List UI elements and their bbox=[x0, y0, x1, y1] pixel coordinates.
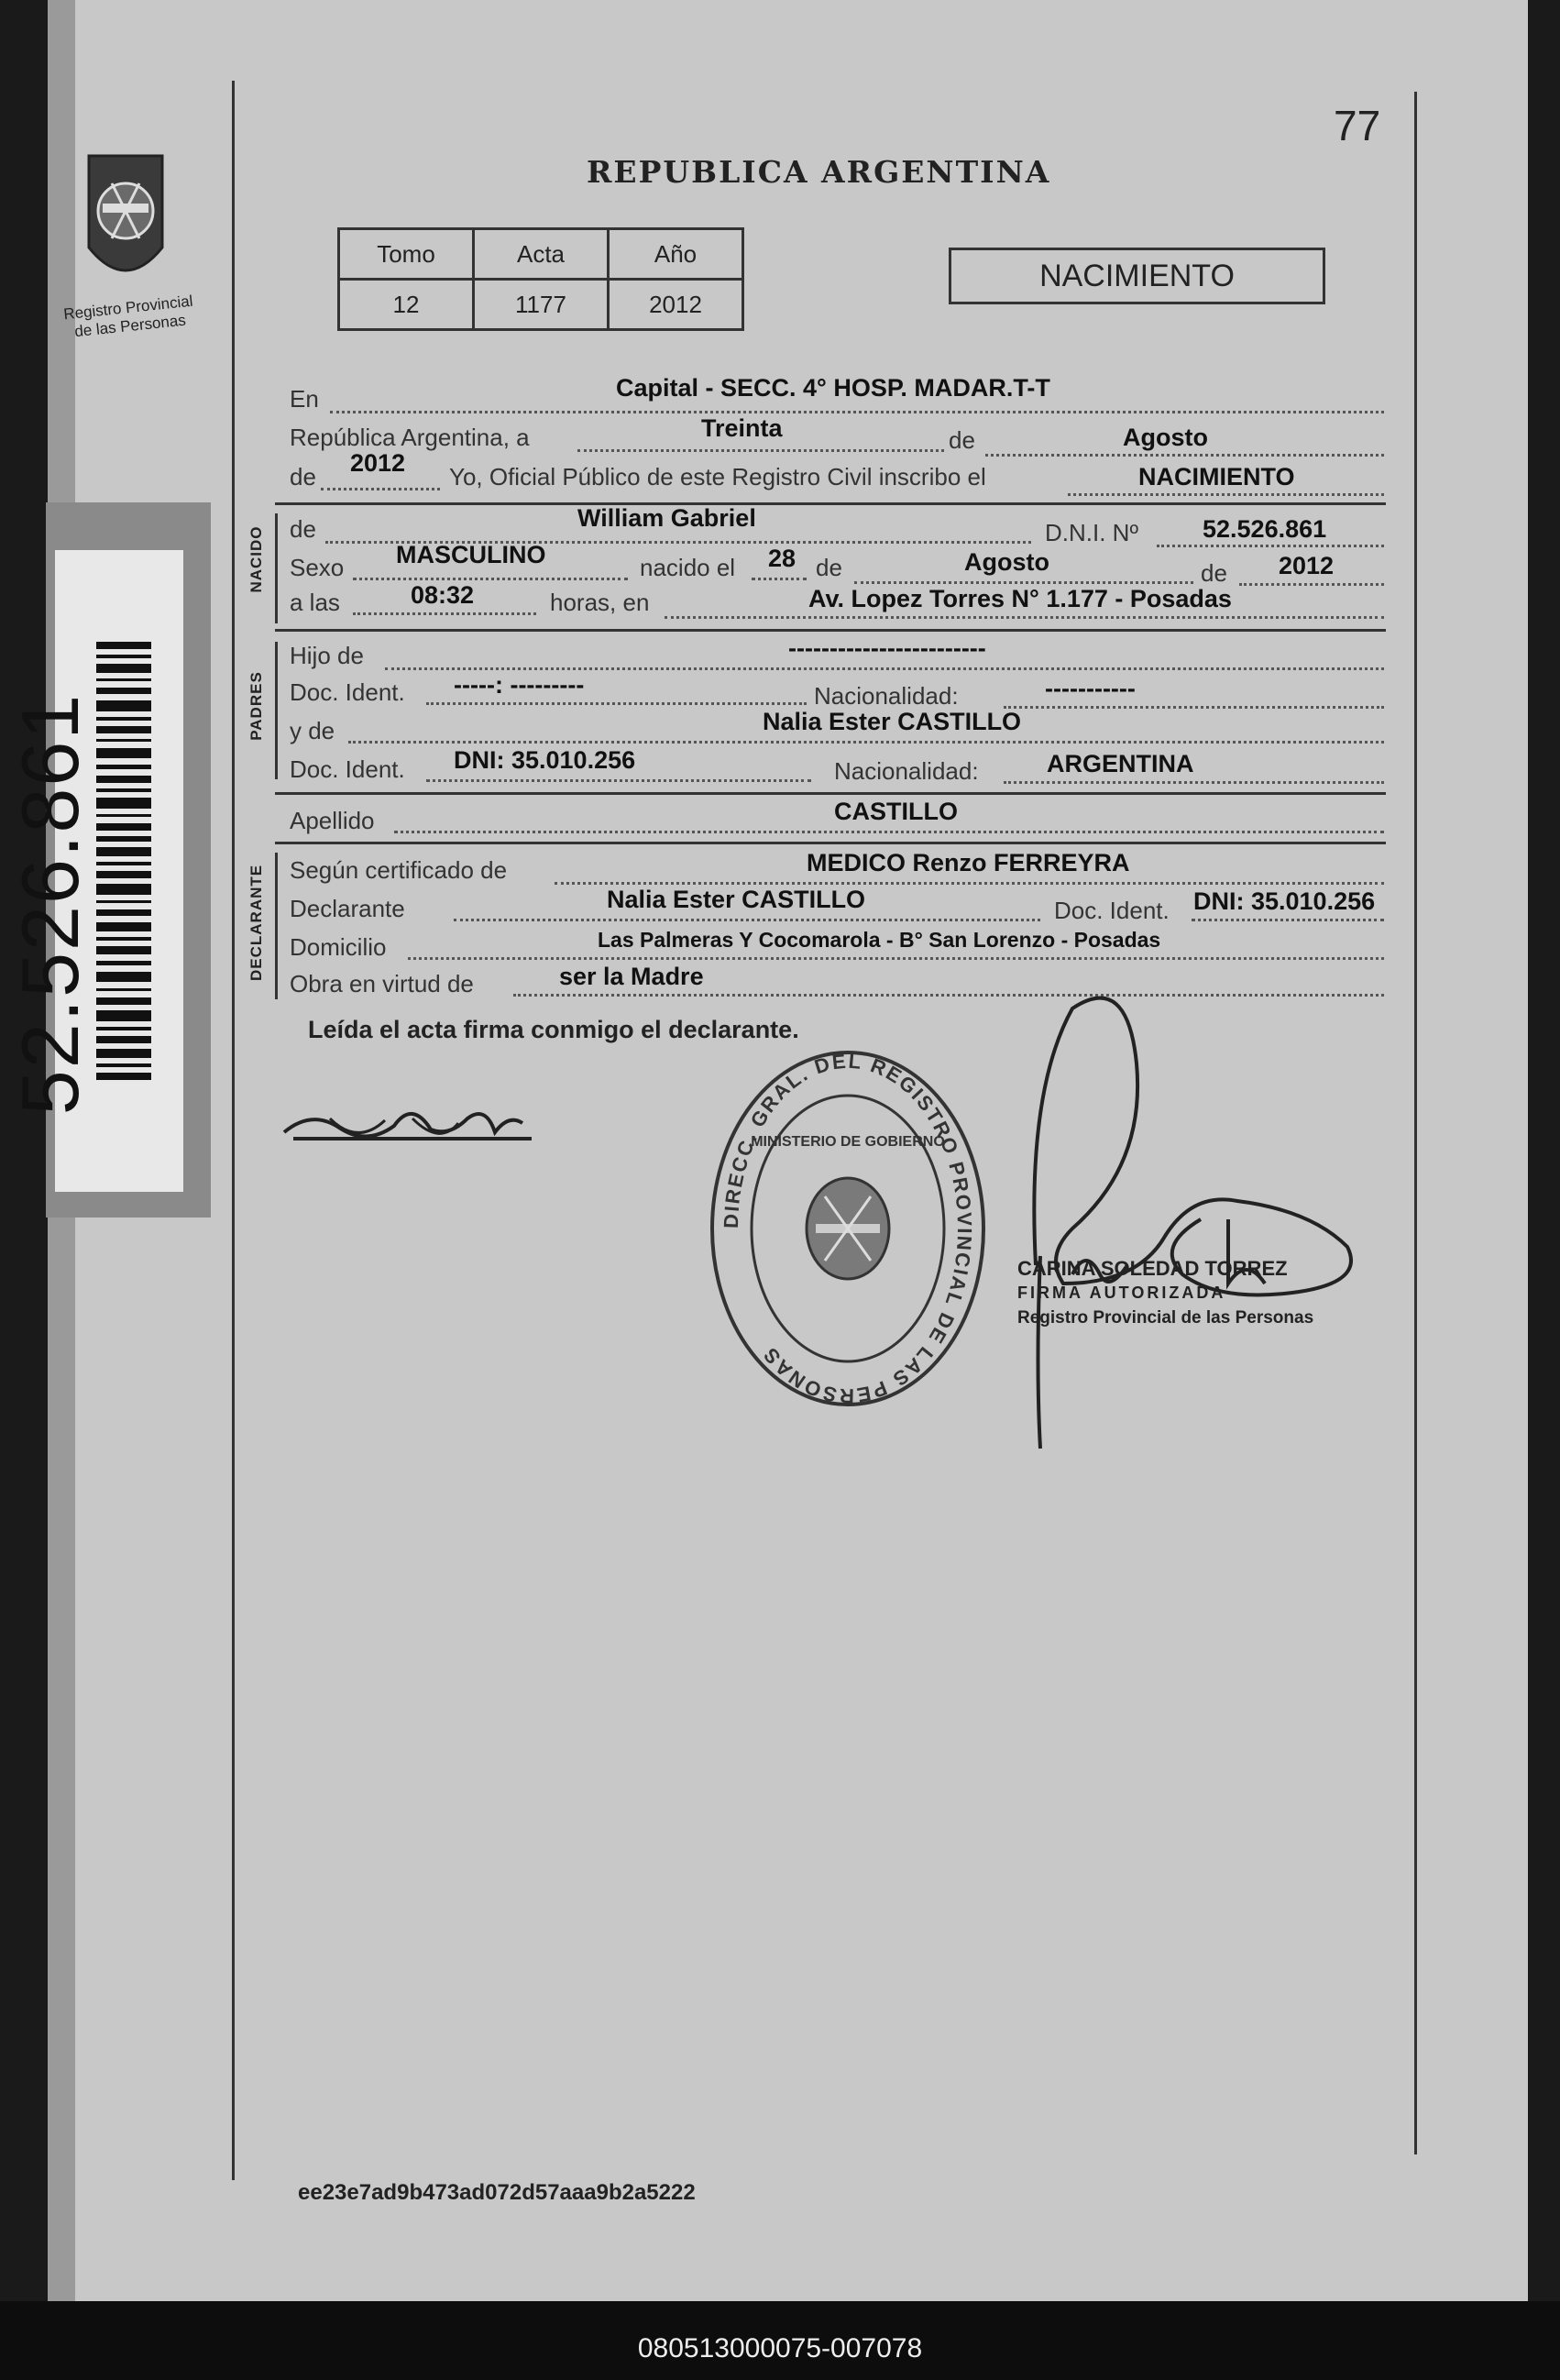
value-obra: ser la Madre bbox=[559, 963, 704, 990]
field-line bbox=[353, 612, 536, 615]
value-dia-nac: 28 bbox=[768, 545, 796, 572]
label-de: de bbox=[949, 426, 975, 454]
field-line bbox=[321, 488, 440, 490]
section-label-nacido: NACIDO bbox=[247, 525, 265, 593]
table-header: Acta bbox=[474, 229, 609, 280]
label-domicilio: Domicilio bbox=[290, 933, 387, 961]
field-line bbox=[353, 578, 628, 580]
field-line bbox=[1068, 493, 1384, 496]
value-mes-nac: Agosto bbox=[964, 548, 1049, 576]
value-padre-nac: ----------- bbox=[1045, 675, 1136, 702]
signature-caption bbox=[1017, 1256, 1313, 1330]
field-line bbox=[1004, 781, 1384, 784]
field-line bbox=[394, 831, 1384, 833]
document-hash: ee23e7ad9b473ad072d57aaa9b2a5222 bbox=[298, 2180, 696, 2205]
field-line bbox=[1192, 919, 1384, 921]
label-nacido-el: nacido el bbox=[640, 554, 736, 581]
record-reference-table bbox=[337, 227, 744, 331]
left-margin-line bbox=[232, 81, 235, 2180]
scan-code: 080513000075-007078 bbox=[637, 2333, 923, 2363]
page-title: REPUBLICA ARGENTINA bbox=[587, 154, 1051, 190]
stamp-outer-text: DIRECC. GRAL. DEL REGISTRO PROVINCIAL DE LAS PERSONAS bbox=[719, 1049, 977, 1408]
field-line bbox=[665, 616, 1384, 619]
label-nacionalidad-2: Nacionalidad: bbox=[834, 757, 979, 785]
divider bbox=[275, 792, 1386, 795]
barcode-icon bbox=[96, 642, 151, 1082]
official-stamp bbox=[706, 1045, 990, 1412]
value-declarante: Nalia Ester CASTILLO bbox=[607, 886, 866, 913]
value-sexo: MASCULINO bbox=[396, 541, 546, 568]
label-obra: Obra en virtud de bbox=[290, 970, 474, 997]
table-header: Tomo bbox=[339, 229, 474, 280]
value-certificado: MEDICO Renzo FERREYRA bbox=[807, 849, 1130, 876]
value-apellido: CASTILLO bbox=[834, 798, 958, 825]
divider bbox=[275, 502, 1386, 505]
field-line bbox=[577, 449, 944, 452]
divider bbox=[275, 842, 1386, 844]
registry-caption: Registro Provincial de las Personas bbox=[62, 292, 194, 341]
label-hijo-de: Hijo de bbox=[290, 642, 364, 669]
value-dni: 52.526.861 bbox=[1203, 515, 1327, 543]
field-line bbox=[426, 702, 807, 705]
value-padre-doc: -----: --------- bbox=[454, 671, 585, 699]
authorized-signature bbox=[1017, 981, 1366, 1458]
table-cell: 2012 bbox=[609, 280, 743, 330]
value-mes: Agosto bbox=[1123, 424, 1208, 451]
label-declarante: Declarante bbox=[290, 895, 405, 922]
section-line bbox=[275, 642, 278, 779]
stamp-inner-text: MINISTERIO DE GOBIERNO bbox=[751, 1134, 945, 1150]
field-line bbox=[385, 667, 1384, 670]
field-line bbox=[454, 919, 1040, 921]
value-domicilio: Las Palmeras Y Cocomarola - B° San Lorenzo - Posadas bbox=[598, 928, 1161, 952]
declarant-signature bbox=[275, 1082, 550, 1164]
field-line bbox=[1239, 583, 1384, 586]
label-de-year: de bbox=[290, 463, 316, 490]
label-a-las: a las bbox=[290, 589, 340, 616]
value-madre-nac: ARGENTINA bbox=[1047, 750, 1194, 777]
label-y-de: y de bbox=[290, 717, 335, 744]
label-yo: Yo, Oficial Público de este Registro Civil inscribo el bbox=[449, 463, 986, 490]
field-line bbox=[1157, 545, 1384, 547]
label-sexo: Sexo bbox=[290, 554, 345, 581]
value-madre: Nalia Ester CASTILLO bbox=[763, 708, 1022, 735]
right-margin-line bbox=[1414, 92, 1417, 2154]
signer-office: Registro Provincial de las Personas bbox=[1017, 1308, 1314, 1328]
barcode-number: 52.526.861 bbox=[5, 692, 95, 1116]
closing-statement: Leída el acta firma conmigo el declarante. bbox=[308, 1016, 799, 1043]
field-line bbox=[426, 779, 811, 782]
value-padre: ------------------------ bbox=[788, 634, 986, 662]
value-nombre: William Gabriel bbox=[577, 504, 756, 532]
section-line bbox=[275, 853, 278, 999]
section-label-declarante: DECLARANTE bbox=[247, 864, 265, 981]
label-de-birth: de bbox=[816, 554, 842, 581]
field-line bbox=[854, 581, 1193, 584]
divider bbox=[275, 629, 1386, 632]
field-line bbox=[330, 411, 1384, 413]
section-label-padres: PADRES bbox=[247, 671, 265, 741]
label-nacionalidad-1: Nacionalidad: bbox=[814, 682, 959, 710]
label-republica: República Argentina, a bbox=[290, 424, 530, 451]
signer-role: FIRMA AUTORIZADA bbox=[1017, 1284, 1226, 1302]
label-doc-ident-2: Doc. Ident. bbox=[290, 755, 405, 783]
label-dni: D.N.I. Nº bbox=[1045, 519, 1138, 546]
label-de-birth-year: de bbox=[1201, 559, 1227, 587]
value-anio-nac: 2012 bbox=[1279, 552, 1335, 579]
value-hora: 08:32 bbox=[411, 581, 475, 609]
label-doc-ident-1: Doc. Ident. bbox=[290, 678, 405, 706]
label-apellido: Apellido bbox=[290, 807, 375, 834]
field-line bbox=[555, 882, 1384, 885]
field-line bbox=[348, 741, 1384, 744]
value-dia-letras: Treinta bbox=[701, 414, 783, 442]
value-declarante-doc: DNI: 35.010.256 bbox=[1193, 887, 1376, 915]
label-de-name: de bbox=[290, 515, 316, 543]
value-anio: 2012 bbox=[350, 449, 406, 477]
value-lugar: Capital - SECC. 4° HOSP. MADAR.T-T bbox=[616, 374, 1050, 402]
label-segun: Según certificado de bbox=[290, 856, 508, 884]
value-inscripcion: NACIMIENTO bbox=[1138, 463, 1295, 490]
section-line bbox=[275, 513, 278, 623]
field-line bbox=[985, 454, 1384, 457]
value-lugar-nac: Av. Lopez Torres N° 1.177 - Posadas bbox=[808, 585, 1232, 612]
label-horas-en: horas, en bbox=[550, 589, 650, 616]
value-madre-doc: DNI: 35.010.256 bbox=[454, 746, 636, 774]
record-type-box: NACIMIENTO bbox=[949, 248, 1325, 304]
table-cell: 1177 bbox=[474, 280, 609, 330]
coat-of-arms-icon bbox=[807, 1178, 889, 1279]
table-cell: 12 bbox=[339, 280, 474, 330]
registry-logo-icon bbox=[75, 147, 176, 293]
page-number: 77 bbox=[1334, 102, 1381, 149]
label-doc-ident-3: Doc. Ident. bbox=[1054, 897, 1170, 924]
table-header: Año bbox=[609, 229, 743, 280]
signer-name: CARINA SOLEDAD TORREZ bbox=[1017, 1257, 1288, 1280]
label-en: En bbox=[290, 385, 319, 413]
field-line bbox=[408, 957, 1384, 960]
field-line bbox=[752, 578, 807, 580]
field-line bbox=[1004, 706, 1384, 709]
